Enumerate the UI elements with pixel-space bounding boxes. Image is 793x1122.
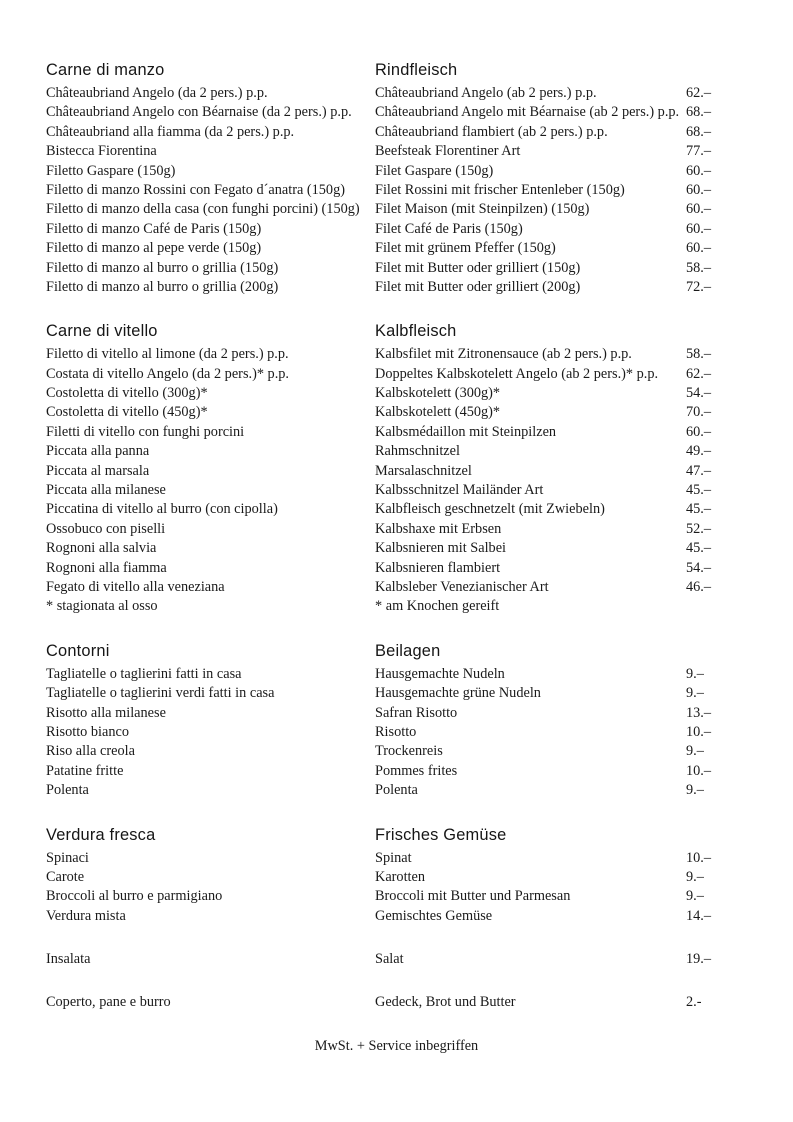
menu-item-row [46,239,746,258]
item-name-de: Kalbskotelett (300g)* [375,385,501,402]
item-name-de: Beefsteak Florentiner Art [375,143,521,160]
item-name-de: Kalbsschnitzel Mailänder Art [375,482,544,499]
item-price: 49.– [686,443,712,460]
item-name-it: Filetto di manzo della casa (con funghi porcini) (150g) [46,201,360,218]
item-name-it: Rognoni alla salvia [46,540,157,557]
item-price: 72.– [686,278,712,295]
item-name-de: Trockenreis [375,743,443,760]
item-name-it: Rognoni alla fiamma [46,559,167,576]
menu-item-row [46,259,746,278]
item-name-it: Tagliatelle o taglierini verdi fatti in casa [46,685,275,702]
item-name-it: Filetti di vitello con funghi porcini [46,423,245,440]
item-name-de: Filet mit Butter oder grilliert (150g) [375,259,581,276]
item-name-it: Piccata alla panna [46,443,150,460]
item-price: 10.– [686,762,712,779]
menu-item-row [46,365,746,384]
menu-item-row [46,868,746,887]
menu-item-row [46,84,746,103]
item-name-it: Piccata al marsala [46,462,150,479]
item-name-de: Filet Rossini mit frischer Entenleber (150g) [375,181,625,198]
item-price: 10.– [686,849,712,866]
item-name-de: Hausgemachte Nudeln [375,665,505,682]
item-price: 2.- [686,994,702,1011]
section-heading-it: Carne di vitello [46,322,158,341]
item-name-de: Filet Café de Paris (150g) [375,220,523,237]
item-name-it: Risotto bianco [46,723,129,740]
menu-item-row [46,907,746,926]
item-name-it: Carote [46,868,85,885]
menu-item-row [46,723,746,742]
menu-item-row [46,384,746,403]
item-price: 68.– [686,104,712,121]
section-heading-row [46,57,746,83]
item-price: 9.– [686,665,704,682]
item-name-de: Filet mit Butter oder grilliert (200g) [375,278,581,295]
item-name-de: Châteaubriand flambiert (ab 2 pers.) p.p. [375,123,608,140]
item-name-de: Safran Risotto [375,704,458,721]
menu-item-row [46,684,746,703]
menu-item-row [46,500,746,519]
item-name-de: Risotto [375,723,417,740]
item-price: 9.– [686,743,704,760]
menu-item-row [46,462,746,481]
item-name-it: Spinaci [46,849,89,866]
item-price: 60.– [686,220,712,237]
item-name-it: Riso alla creola [46,743,135,760]
section-heading-row [46,822,746,848]
item-price: 68.– [686,123,712,140]
item-name-de: Kalbsnieren mit Salbei [375,540,507,557]
menu-item-row [46,762,746,781]
item-price: 10.– [686,723,712,740]
item-name-de: Rahmschnitzel [375,443,460,460]
item-name-de: Gedeck, Brot und Butter [375,994,516,1011]
item-price: 77.– [686,143,712,160]
menu-item-row [46,142,746,161]
menu-item-row [46,781,746,800]
item-price: 60.– [686,181,712,198]
menu-item-row [46,742,746,761]
section-heading-row [46,638,746,664]
menu-item-row [46,578,746,597]
menu-section-beef [46,57,746,297]
item-name-de: Doppeltes Kalbskotelett Angelo (ab 2 pers.)* p.p. [375,365,659,382]
item-name-it: Châteaubriand Angelo (da 2 pers.) p.p. [46,85,268,101]
item-price: 14.– [686,907,712,924]
menu-item-row [46,123,746,142]
item-name-it: Filetto Gaspare (150g) [46,162,176,179]
item-price: 54.– [686,385,712,402]
item-price: 45.– [686,540,712,557]
item-name-de: Filet mit grünem Pfeffer (150g) [375,240,556,257]
section-heading-it: Verdura fresca [46,825,156,844]
menu-item-row [46,665,746,684]
menu-item-row [46,423,746,442]
menu-item-row [46,520,746,539]
menu-item-row [46,200,746,219]
section-heading-de: Kalbfleisch [375,322,457,341]
item-price: 9.– [686,868,704,885]
item-name-de: Marsalaschnitzel [375,462,472,479]
menu-section-vegetables [46,822,746,927]
item-name-it: Fegato di vitello alla veneziana [46,578,225,595]
item-name-it: Risotto alla milanese [46,704,166,721]
item-name-de: Pommes frites [375,762,458,779]
item-name-de: Gemischtes Gemüse [375,907,493,924]
section-heading-it: Carne di manzo [46,61,165,79]
item-price: 45.– [686,501,712,518]
item-price: 70.– [686,404,712,421]
menu-item-row [46,162,746,181]
item-name-it: Coperto, pane e burro [46,994,171,1011]
item-name-it: Filetto di manzo al pepe verde (150g) [46,240,262,257]
menu-item-row [46,442,746,461]
item-name-it: Filetto di manzo al burro o grillia (200g) [46,278,279,295]
item-price: 54.– [686,559,712,576]
section-heading-de: Rindfleisch [375,61,458,79]
menu-item-row [46,103,746,122]
item-name-it: Châteaubriand alla fiamma (da 2 pers.) p.p. [46,123,295,140]
item-price: 60.– [686,162,712,179]
item-price: 13.– [686,704,712,721]
item-name-it: Costata di vitello Angelo (da 2 pers.)* p.p. [46,365,290,382]
item-name-it: Patatine fritte [46,762,124,779]
section-heading-it: Contorni [46,641,110,660]
item-name-de: Broccoli mit Butter und Parmesan [375,888,571,905]
section-heading-de: Frisches Gemüse [375,825,507,844]
item-price: 46.– [686,578,712,595]
section-footnote-row [46,597,746,616]
item-name-it: Broccoli al burro e parmigiano [46,888,223,905]
item-name-it: Bistecca Fiorentina [46,143,157,160]
item-name-it: Piccatina di vitello al burro (con cipolla) [46,501,278,518]
item-price: 9.– [686,888,704,905]
item-name-de: Filet Maison (mit Steinpilzen) (150g) [375,201,590,218]
item-name-it: Piccata alla milanese [46,482,166,499]
item-name-de: Kalbsmédaillon mit Steinpilzen [375,423,557,440]
menu-item-row [46,539,746,558]
item-name-it: Châteaubriand Angelo con Béarnaise (da 2 pers.) p.p. [46,104,352,121]
item-name-de: Châteaubriand Angelo mit Béarnaise (ab 2 pers.) p.p. [375,104,680,121]
item-price: 62.– [686,85,712,101]
item-name-it: Tagliatelle o taglierini fatti in casa [46,665,242,682]
item-price: 9.– [686,685,704,702]
menu-item-row [46,887,746,906]
menu-item-row [46,481,746,500]
menu-item-row [46,849,746,868]
item-name-it: Verdura mista [46,907,126,924]
section-heading-de: Beilagen [375,641,441,660]
item-name-de: Kalbshaxe mit Erbsen [375,520,502,537]
menu-content [46,57,746,1013]
item-name-it: Costoletta di vitello (450g)* [46,404,208,421]
item-price: 45.– [686,482,712,499]
menu-item-row [46,559,746,578]
item-name-de: Kalbsnieren flambiert [375,559,501,576]
item-price: 19.– [686,951,712,968]
menu-item-row [46,278,746,297]
menu-item-row [46,403,746,422]
item-name-de: Polenta [375,782,418,799]
menu-item-row-cover-charge [46,993,746,1012]
item-name-de: Kalbsfilet mit Zitronensauce (ab 2 pers.) p.p. [375,346,632,363]
item-price: 58.– [686,346,712,363]
menu-item-row [46,345,746,364]
footnote-de: * am Knochen gereift [375,598,500,615]
item-name-it: Polenta [46,782,89,799]
menu-item-row [46,181,746,200]
section-heading-row [46,318,746,344]
item-name-de: Kalbfleisch geschnetzelt (mit Zwiebeln) [375,501,605,518]
menu-section-sides [46,638,746,801]
item-name-de: Salat [375,951,404,968]
item-name-it: Filetto di vitello al limone (da 2 pers.) p.p. [46,346,289,363]
item-name-it: Costoletta di vitello (300g)* [46,385,208,402]
item-name-de: Châteaubriand Angelo (ab 2 pers.) p.p. [375,85,597,101]
item-price: 9.– [686,782,704,799]
footnote-it: * stagionata al osso [46,598,158,615]
menu-item-row [46,220,746,239]
footer-note: MwSt. + Service inbegriffen [314,1038,479,1054]
item-price: 62.– [686,365,712,382]
item-name-de: Filet Gaspare (150g) [375,162,494,179]
item-name-de: Karotten [375,868,426,885]
item-price: 52.– [686,520,712,537]
item-price: 58.– [686,259,712,276]
item-name-it: Filetto di manzo al burro o grillia (150g) [46,259,279,276]
item-name-de: Spinat [375,849,412,866]
menu-section-veal [46,318,746,616]
menu-item-row-salad [46,950,746,969]
menu-item-row [46,704,746,723]
item-name-it: Insalata [46,951,91,968]
item-name-it: Ossobuco con piselli [46,520,166,537]
item-name-de: Kalbskotelett (450g)* [375,404,501,421]
item-name-de: Hausgemachte grüne Nudeln [375,685,541,702]
item-price: 60.– [686,240,712,257]
item-name-it: Filetto di manzo Rossini con Fegato d´anatra (150g) [46,181,345,198]
item-price: 47.– [686,462,712,479]
item-name-de: Kalbsleber Venezianischer Art [375,578,549,595]
item-price: 60.– [686,201,712,218]
item-price: 60.– [686,423,712,440]
item-name-it: Filetto di manzo Café de Paris (150g) [46,220,262,237]
